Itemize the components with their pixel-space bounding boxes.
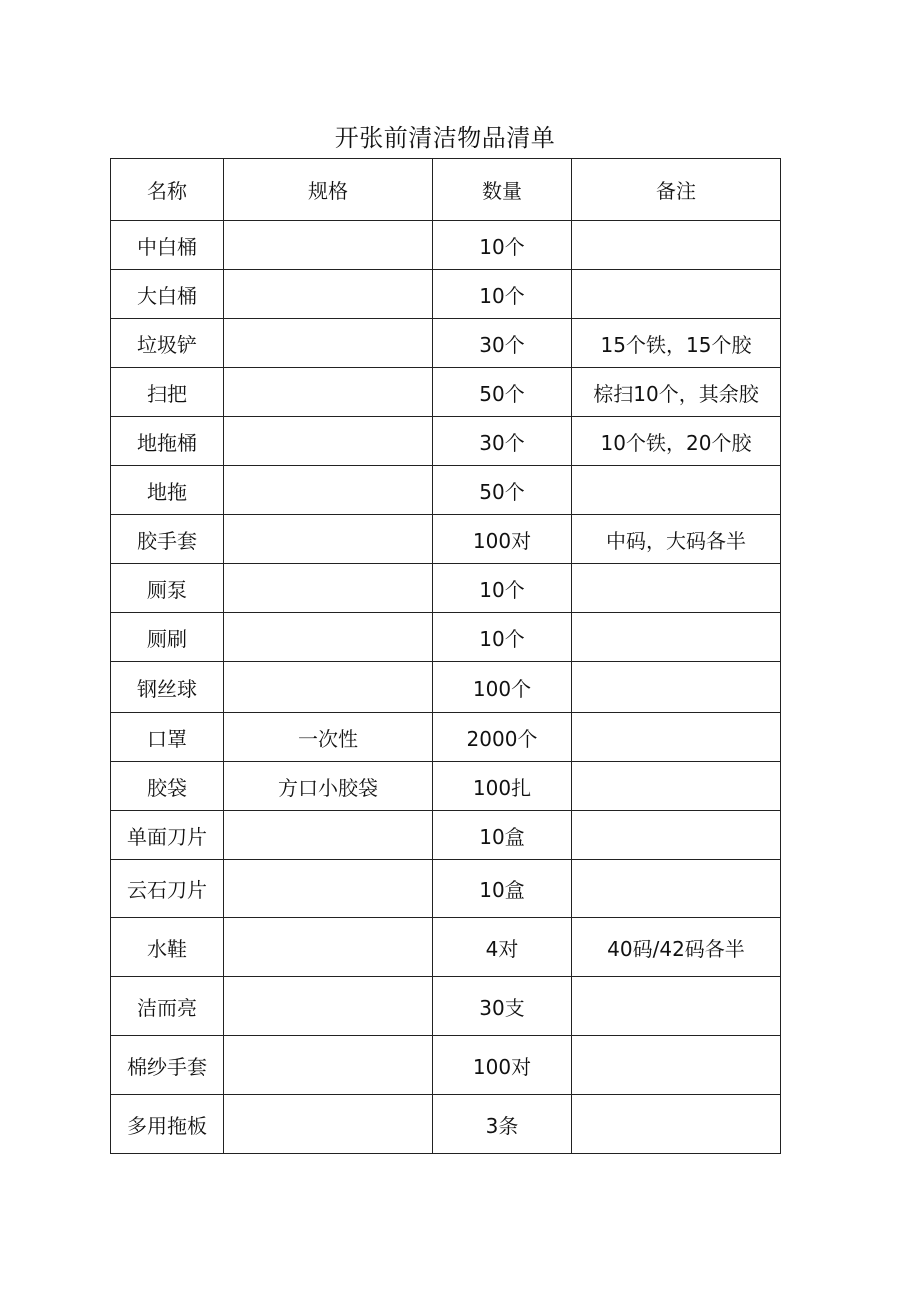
item-note: [572, 270, 781, 319]
table-row: [111, 811, 781, 860]
item-spec: [224, 221, 433, 270]
item-qty: 10个: [433, 613, 572, 662]
item-name: 厕泵: [111, 564, 224, 613]
table-row: [111, 270, 781, 319]
table-row: [111, 613, 781, 662]
item-name: 胶手套: [111, 515, 224, 564]
item-spec: [224, 319, 433, 368]
item-name: 多用拖板: [111, 1095, 224, 1154]
item-spec: [224, 417, 433, 466]
table-row: [111, 221, 781, 270]
item-name: 厕刷: [111, 613, 224, 662]
item-qty: 30支: [433, 977, 572, 1036]
item-note: [572, 1095, 781, 1154]
item-name: 水鞋: [111, 918, 224, 977]
table-row: [111, 564, 781, 613]
item-spec: [224, 368, 433, 417]
table-row: [111, 918, 781, 977]
item-note: [572, 860, 781, 918]
item-qty: 100个: [433, 662, 572, 713]
item-name: 中白桶: [111, 221, 224, 270]
table-row: [111, 417, 781, 466]
table-row: [111, 713, 781, 762]
item-qty: 100对: [433, 1036, 572, 1095]
table-row: [111, 515, 781, 564]
item-note: [572, 466, 781, 515]
table-row: [111, 662, 781, 713]
item-name: 地拖桶: [111, 417, 224, 466]
document-title: 开张前清洁物品清单: [334, 124, 556, 152]
item-spec: [224, 860, 433, 918]
cleaning-supplies-table: [110, 158, 781, 1154]
item-spec: [224, 466, 433, 515]
item-qty: 10盒: [433, 811, 572, 860]
item-name: 扫把: [111, 368, 224, 417]
item-name: 口罩: [111, 713, 224, 762]
item-qty: 50个: [433, 466, 572, 515]
item-name: 洁而亮: [111, 977, 224, 1036]
item-qty: 50个: [433, 368, 572, 417]
item-name: 单面刀片: [111, 811, 224, 860]
item-qty: 100扎: [433, 762, 572, 811]
table-row: [111, 977, 781, 1036]
item-note: [572, 713, 781, 762]
item-note: [572, 762, 781, 811]
item-spec: 一次性: [224, 713, 433, 762]
item-spec: [224, 1095, 433, 1154]
item-spec: [224, 811, 433, 860]
table-header-row: [111, 159, 781, 221]
item-qty: 100对: [433, 515, 572, 564]
item-note: [572, 811, 781, 860]
header-name: 名称: [111, 159, 224, 221]
item-note: [572, 613, 781, 662]
item-qty: 3条: [433, 1095, 572, 1154]
item-spec: [224, 1036, 433, 1095]
item-spec: [224, 918, 433, 977]
table-row: [111, 368, 781, 417]
item-note: [572, 221, 781, 270]
header-qty: 数量: [433, 159, 572, 221]
item-name: 钢丝球: [111, 662, 224, 713]
item-spec: [224, 662, 433, 713]
item-qty: 4对: [433, 918, 572, 977]
item-spec: [224, 977, 433, 1036]
item-name: 云石刀片: [111, 860, 224, 918]
item-spec: 方口小胶袋: [224, 762, 433, 811]
item-name: 胶袋: [111, 762, 224, 811]
table-row: [111, 860, 781, 918]
header-spec: 规格: [224, 159, 433, 221]
item-spec: [224, 515, 433, 564]
item-name: 地拖: [111, 466, 224, 515]
item-note: [572, 1036, 781, 1095]
item-qty: 10个: [433, 564, 572, 613]
item-name: 棉纱手套: [111, 1036, 224, 1095]
table-row: [111, 762, 781, 811]
item-qty: 30个: [433, 417, 572, 466]
header-note: 备注: [572, 159, 781, 221]
table-row: [111, 1036, 781, 1095]
item-note: 棕扫10个，其余胶: [572, 368, 781, 417]
item-note: [572, 564, 781, 613]
table-row: [111, 319, 781, 368]
table-row: [111, 1095, 781, 1154]
item-note: [572, 662, 781, 713]
item-note: 中码，大码各半: [572, 515, 781, 564]
item-spec: [224, 270, 433, 319]
item-name: 大白桶: [111, 270, 224, 319]
table-row: [111, 466, 781, 515]
item-spec: [224, 613, 433, 662]
item-note: 10个铁，20个胶: [572, 417, 781, 466]
item-note: [572, 977, 781, 1036]
item-qty: 10个: [433, 221, 572, 270]
item-name: 垃圾铲: [111, 319, 224, 368]
item-qty: 10盒: [433, 860, 572, 918]
item-qty: 30个: [433, 319, 572, 368]
item-note: 40码/42码各半: [572, 918, 781, 977]
item-qty: 2000个: [433, 713, 572, 762]
item-note: 15个铁，15个胶: [572, 319, 781, 368]
item-spec: [224, 564, 433, 613]
item-qty: 10个: [433, 270, 572, 319]
